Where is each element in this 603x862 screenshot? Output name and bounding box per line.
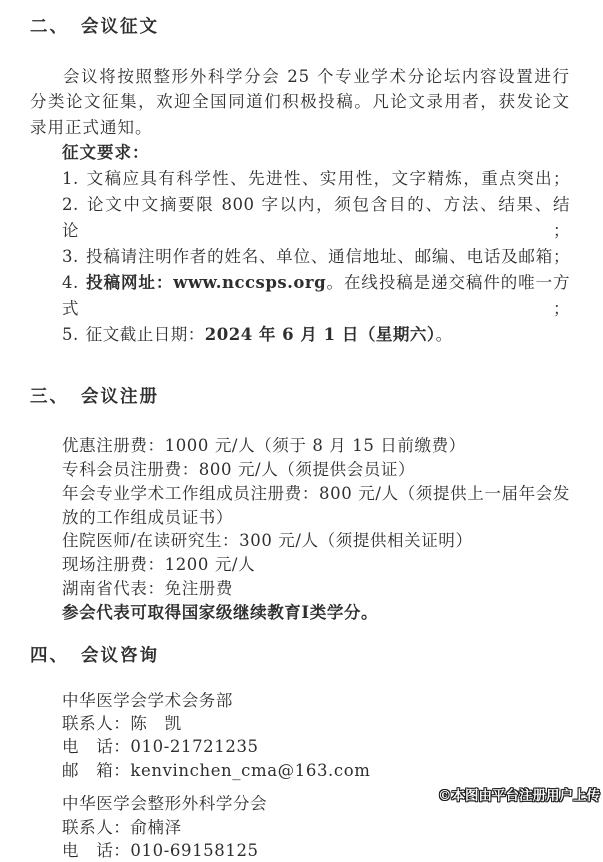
fee-line: 专科会员注册费：800 元/人（须提供会员证） [62,460,416,480]
contact-phone-number: 010-69158125 [130,841,259,861]
uploader-watermark: ©本图由平台注册用户上传 [438,788,600,804]
requirement-item [62,244,570,270]
item-text: 。在线投稿是递交稿件的唯一方式； [62,273,570,319]
requirement-item [62,166,570,192]
section-heading-registration [30,384,570,410]
continuing-education-credit-note: 参会代表可取得国家级继续教育Ⅰ类学分。 [62,602,379,622]
section-title: 会议咨询 [81,645,159,666]
item-number: 2. [62,195,79,215]
item-text: 投稿请注明作者的姓名、单位、通信地址、邮编、电话及邮箱； [85,247,570,267]
requirements-list [30,166,570,348]
section-title: 会议注册 [81,387,159,408]
section-call-for-papers [30,14,570,348]
contact-org: 中华医学会整形外科学分会 [62,794,268,814]
section-inquiry [30,643,570,862]
contact-email-row [62,759,570,782]
item-text: 征文截止日期： [85,325,205,345]
submission-url: 投稿网址：www.nccsps.org [85,273,327,293]
section-number: 二、 [30,17,69,37]
fee-line: 优惠注册费：1000 元/人（须于 8 月 15 日前缴费） [62,436,466,456]
contact-phone-row [62,735,570,758]
section-number: 四、 [30,645,69,666]
contact-email-address: kenvinchen_cma@163.com [130,760,371,780]
contact-person-row [62,712,570,735]
contact-org: 中华医学会学术会务部 [62,690,233,710]
requirement-item [62,322,570,348]
section-number: 三、 [30,387,69,408]
fee-line: 住院医师/在读研究生：300 元/人（须提供相关证明） [62,531,473,551]
contact-email-label: 邮 箱： [62,760,131,780]
fee-line: 现场注册费：1200 元/人 [62,555,256,575]
contact-person-label: 联系人： [62,714,131,733]
contact-person-row [62,816,570,839]
contact-phone-number: 010-21721235 [130,737,259,757]
item-text: 。 [435,325,453,345]
contact-phone-row [62,839,570,862]
call-for-papers-intro-paragraph: 会议将按照整形外科学分会 25 个专业学术分论坛内容设置进行分类论文征集，欢迎全国同道们积极投稿。凡论文录用者，获发论文录用正式通知。 [30,67,570,137]
section-registration [30,384,570,624]
item-number: 3. [62,247,79,267]
item-text: 论文中文摘要限 800 字以内，须包含目的、方法、结果、结论； [62,195,570,241]
requirements-label: 征文要求： [62,143,150,163]
fee-line: 湖南省代表：免注册费 [62,579,233,598]
contact-block [62,689,570,783]
contact-person-label: 联系人： [62,817,131,837]
contact-person-name: 陈 凯 [130,714,182,733]
item-number: 5. [62,325,79,345]
requirement-item [62,270,570,322]
fee-line: 年会专业学术工作组成员注册费：800 元/人（须提供上一届年会发放的工作组成员证书） [62,483,570,527]
section-heading-call-for-papers [30,14,570,40]
section-heading-inquiry [30,643,570,669]
item-number: 4. [62,273,79,293]
registration-fee-list [62,434,570,624]
section-title: 会议征文 [81,17,159,37]
item-text: 文稿应具有科学性、先进性、实用性，文字精炼，重点突出； [85,169,570,189]
item-number: 1. [62,169,79,189]
contact-phone-label: 电 话： [62,841,131,861]
contact-person-name: 俞楠泽 [130,817,182,837]
deadline-date: 2024 年 6 月 1 日（星期六） [204,325,436,345]
requirement-item [62,192,570,244]
contact-phone-label: 电 话： [62,737,131,757]
